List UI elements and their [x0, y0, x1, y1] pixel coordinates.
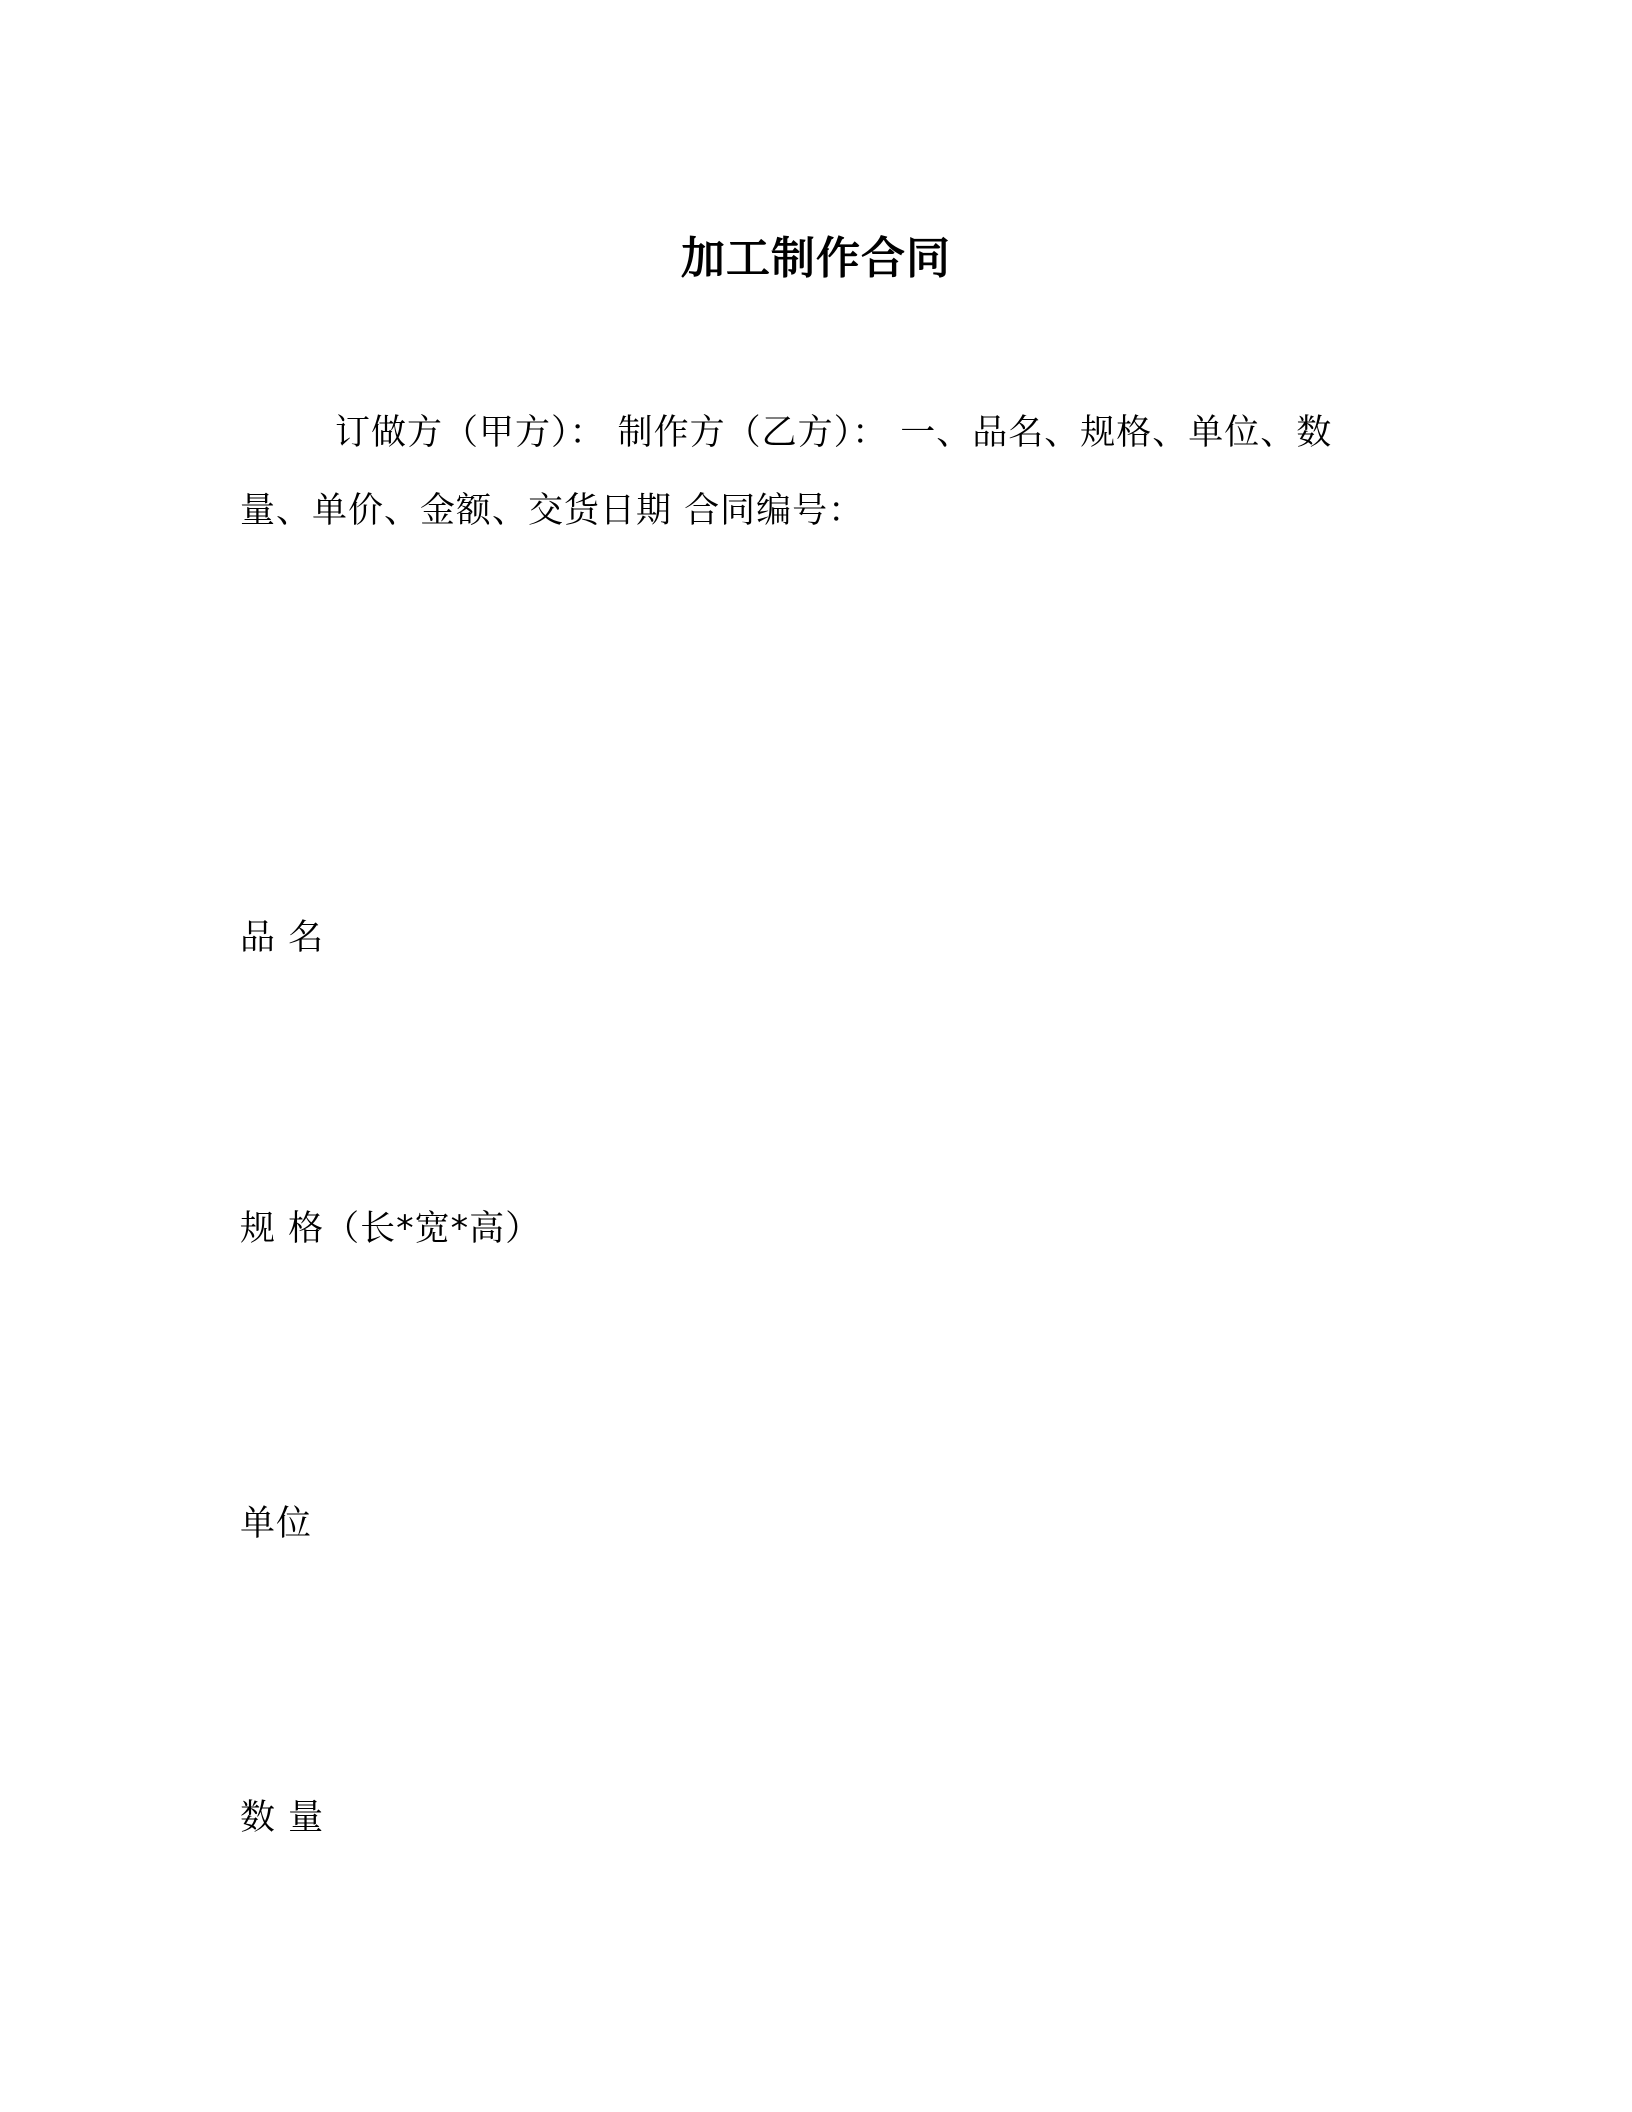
field-label-quantity: 数 量 [240, 1798, 325, 1838]
field-label-unit: 单位 [240, 1504, 313, 1544]
intro-paragraph: 订做方（甲方）： 制作方（乙方）： 一、品名、规格、单位、数量、单价、金额、交货日期 合同编号： [240, 413, 1333, 531]
document-title: 加工制作合同 [681, 233, 951, 284]
field-label-specification: 规 格（长*宽*高） [240, 1209, 542, 1249]
field-label-product-name: 品 名 [240, 918, 325, 958]
